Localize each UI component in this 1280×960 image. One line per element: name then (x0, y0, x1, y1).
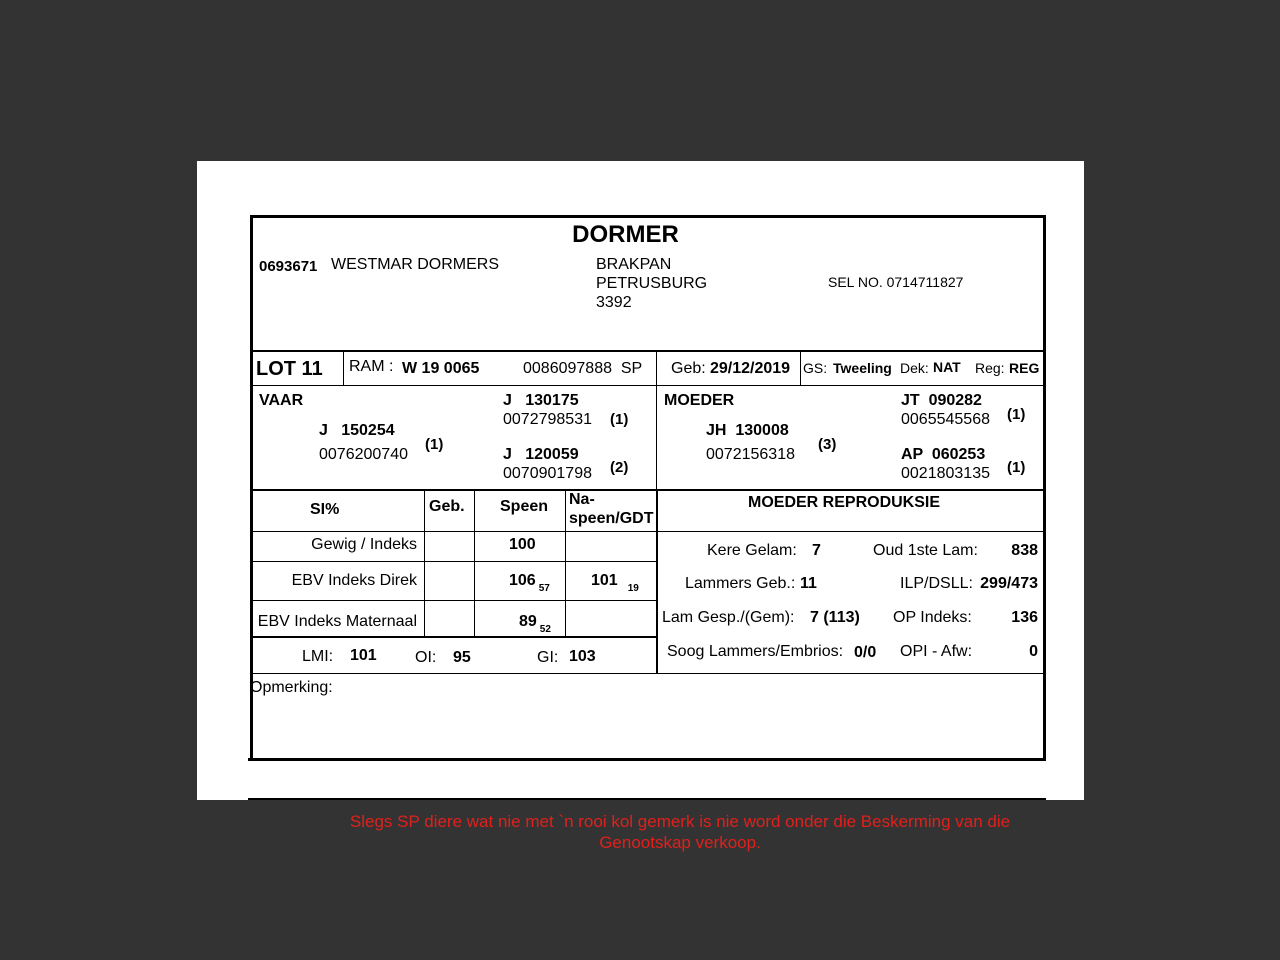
lam-gesp-label: Lam Gesp./(Gem): (662, 609, 795, 626)
geb-divider (656, 352, 657, 385)
pedigree-divider (656, 386, 657, 490)
vaar-dam-id: J 120059 (503, 446, 579, 463)
reg-label: Reg: (975, 360, 1005, 376)
soog-value: 0/0 (854, 644, 877, 661)
frame-top (250, 215, 1046, 218)
row-direk-naspeen (591, 572, 639, 594)
vaar-dam-number: 0070901798 (503, 465, 592, 482)
vaar-count: (1) (425, 436, 444, 453)
lot-card (250, 215, 1046, 852)
vaar-label: VAAR (259, 392, 304, 409)
lot-number: LOT 11 (256, 358, 323, 380)
frame-bottom (248, 758, 1046, 761)
moeder-count: (3) (818, 436, 837, 453)
vaar-sire-id: J 130175 (503, 392, 579, 409)
address-line-3: 3392 (596, 294, 632, 311)
moeder-label: MOEDER (664, 392, 735, 409)
ilp-value: 299/473 (980, 575, 1038, 592)
col-speen-line (474, 491, 475, 637)
moeder-dam-count: (1) (1007, 459, 1026, 476)
lot-row-bottom-line (250, 385, 1046, 386)
frame-left (250, 215, 253, 758)
sel-number: SEL NO. 0714711827 (828, 274, 964, 290)
moeder-sire-count: (1) (1007, 406, 1026, 423)
row-direk-speen-sub: 57 (538, 583, 550, 594)
reg-value: REG (1009, 360, 1040, 376)
moeder-dam-number: 0021803135 (901, 465, 990, 482)
breeder-name: WESTMAR DORMERS (331, 256, 499, 273)
geb-label: Geb: (671, 360, 706, 377)
gi-label: GI: (537, 649, 559, 666)
col-naspeen-line (565, 491, 566, 637)
vaar-sire-count: (1) (610, 411, 629, 428)
lmi-label: LMI: (302, 648, 334, 665)
member-number: 0693671 (259, 258, 318, 275)
oi-value: 95 (453, 649, 471, 666)
vaar-dam-count: (2) (610, 459, 629, 476)
vaar-sire-number: 0072798531 (503, 411, 592, 428)
speen-header: Speen (500, 498, 549, 515)
si-header: SI% (310, 501, 340, 518)
remarks-label: Opmerking: (250, 679, 333, 696)
address-line-2: PETRUSBURG (596, 275, 708, 292)
naspeen-header: Na- speen/GDT (569, 491, 654, 527)
geb-header: Geb. (429, 498, 465, 515)
opi-value: 0 (1029, 643, 1038, 660)
gs-value: Tweeling (833, 360, 892, 376)
perf-row1-line (250, 561, 657, 562)
lot-divider (343, 352, 344, 385)
notice-bottom-line (248, 798, 1046, 800)
op-label: OP Indeks: (893, 609, 972, 626)
perf-header-line (250, 531, 657, 532)
address-line-1: BRAKPAN (596, 256, 672, 273)
lot-row-top-line (250, 350, 1046, 352)
row-gewig-speen: 100 (509, 536, 536, 553)
tag-status: 0086097888 SP (523, 360, 643, 377)
repro-header-line (657, 531, 1046, 532)
moeder-dam-id: AP 060253 (901, 446, 986, 463)
gs-label: GS: (803, 360, 828, 376)
repro-title: MOEDER REPRODUKSIE (748, 494, 941, 511)
opi-label: OPI - Afw: (900, 643, 973, 660)
ram-id: W 19 0065 (402, 360, 480, 377)
row-direk-naspeen-value: 101 (591, 572, 618, 589)
perf-row3-line (250, 636, 657, 638)
frame-right (1043, 215, 1046, 758)
lammers-geb-value: 11 (800, 575, 817, 592)
dek-label: Dek: (900, 360, 929, 376)
ram-label: RAM : (349, 358, 394, 375)
sp-notice: Slegs SP diere wat nie met `n rooi kol gemerk is nie word onder die Beskerming van die Genootskap verkoop. (349, 812, 1011, 852)
moeder-number: 0072156318 (706, 446, 795, 463)
row-maternaal-speen-value: 89 (519, 613, 537, 630)
geb-value: 29/12/2019 (710, 360, 791, 377)
row-direk-naspeen-sub: 19 (627, 583, 639, 594)
row-label-ebv-maternaal: EBV Indeks Maternaal (257, 613, 417, 630)
oi-label: OI: (415, 649, 437, 666)
oud-value: 838 (1011, 542, 1038, 559)
row-direk-speen-value: 106 (509, 572, 536, 589)
row-direk-speen (509, 572, 550, 594)
row-maternaal-speen (519, 613, 551, 635)
kere-gelam-label: Kere Gelam: (707, 542, 797, 559)
dek-value: NAT (933, 359, 961, 375)
ilp-label: ILP/DSLL: (900, 575, 973, 592)
moeder-sire-number: 0065545568 (901, 411, 990, 428)
row-label-ebv-direk: EBV Indeks Direk (291, 572, 417, 589)
row-label-gewig: Gewig / Indeks (311, 536, 417, 553)
moeder-sire-id: JT 090282 (901, 392, 982, 409)
perf-bottom-line (250, 673, 1046, 674)
catalogue-page (197, 161, 1084, 852)
performance-divider (656, 491, 658, 673)
kere-gelam-value: 7 (812, 542, 821, 559)
breed-title: DORMER (572, 221, 679, 248)
perf-row2-line (250, 600, 657, 601)
row-maternaal-speen-sub: 52 (539, 624, 551, 635)
moeder-id: JH 130008 (706, 422, 789, 439)
lammers-geb-label: Lammers Geb.: (685, 575, 796, 592)
soog-label: Soog Lammers/Embrios: (667, 643, 844, 660)
vaar-number: 0076200740 (319, 446, 408, 463)
vaar-id: J 150254 (319, 422, 395, 439)
col-geb-line (424, 491, 425, 637)
op-value: 136 (1011, 609, 1038, 626)
gi-value: 103 (569, 648, 596, 665)
lam-gesp-value: 7 (113) (810, 609, 860, 626)
oud-label: Oud 1ste Lam: (873, 542, 978, 559)
gs-divider (800, 352, 801, 385)
lmi-value: 101 (350, 647, 377, 664)
